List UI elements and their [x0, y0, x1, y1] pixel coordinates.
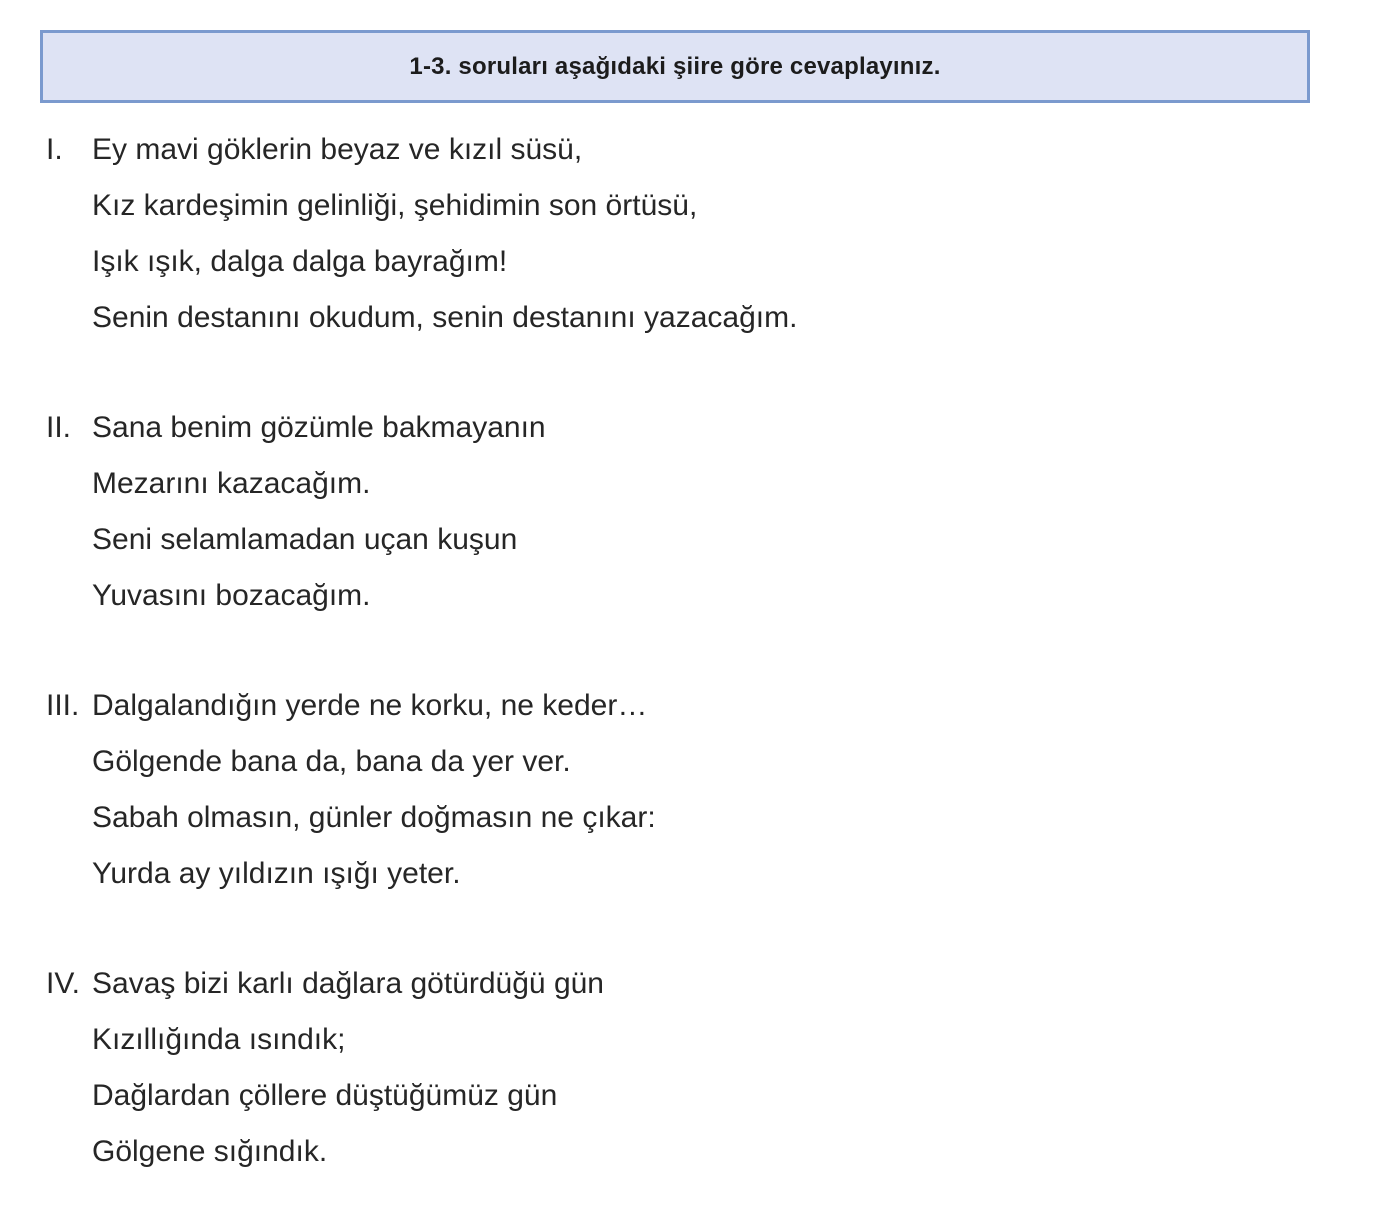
- stanza-lines: [92, 122, 1336, 346]
- poem: [46, 122, 1336, 1180]
- poem-line: Gölgende bana da, bana da yer ver.: [92, 745, 571, 778]
- poem-line: Dağlardan çöllere düştüğümüz gün: [92, 1079, 558, 1112]
- stanza-lines: [92, 678, 1336, 902]
- poem-line: Yurda ay yıldızın ışığı yeter.: [92, 857, 461, 890]
- instruction-box: [40, 30, 1310, 103]
- stanza-numeral: I.: [46, 133, 63, 166]
- poem-line: Kızıllığında ısındık;: [92, 1023, 346, 1056]
- poem-stanza-3: [46, 678, 1336, 902]
- stanza-lines: [92, 400, 1336, 624]
- poem-line: Savaş bizi karlı dağlara götürdüğü gün: [92, 967, 604, 1000]
- poem-line: Seni selamlamadan uçan kuşun: [92, 523, 518, 556]
- poem-line: Senin destanını okudum, senin destanını yazacağım.: [92, 301, 798, 334]
- stanza-lines: [92, 956, 1336, 1180]
- stanza-numeral: III.: [46, 689, 80, 722]
- stanza-numeral: II.: [46, 411, 72, 444]
- poem-stanza-2: [46, 400, 1336, 624]
- poem-line: Işık ışık, dalga dalga bayrağım!: [92, 245, 508, 278]
- poem-stanza-1: [46, 122, 1336, 346]
- poem-line: Gölgene sığındık.: [92, 1135, 328, 1168]
- stanza-numeral: IV.: [46, 967, 80, 1000]
- poem-stanza-4: [46, 956, 1336, 1180]
- poem-line: Mezarını kazacağım.: [92, 467, 371, 500]
- poem-line: Sabah olmasın, günler doğmasın ne çıkar:: [92, 801, 656, 834]
- poem-line: Dalgalandığın yerde ne korku, ne keder…: [92, 689, 648, 722]
- instruction-text: 1-3. soruları aşağıdaki şiire göre cevaplayınız.: [409, 52, 941, 80]
- poem-line: Yuvasını bozacağım.: [92, 579, 371, 612]
- poem-line: Ey mavi göklerin beyaz ve kızıl süsü,: [92, 133, 583, 166]
- poem-line: Sana benim gözümle bakmayanın: [92, 411, 546, 444]
- poem-line: Kız kardeşimin gelinliği, şehidimin son örtüsü,: [92, 189, 698, 222]
